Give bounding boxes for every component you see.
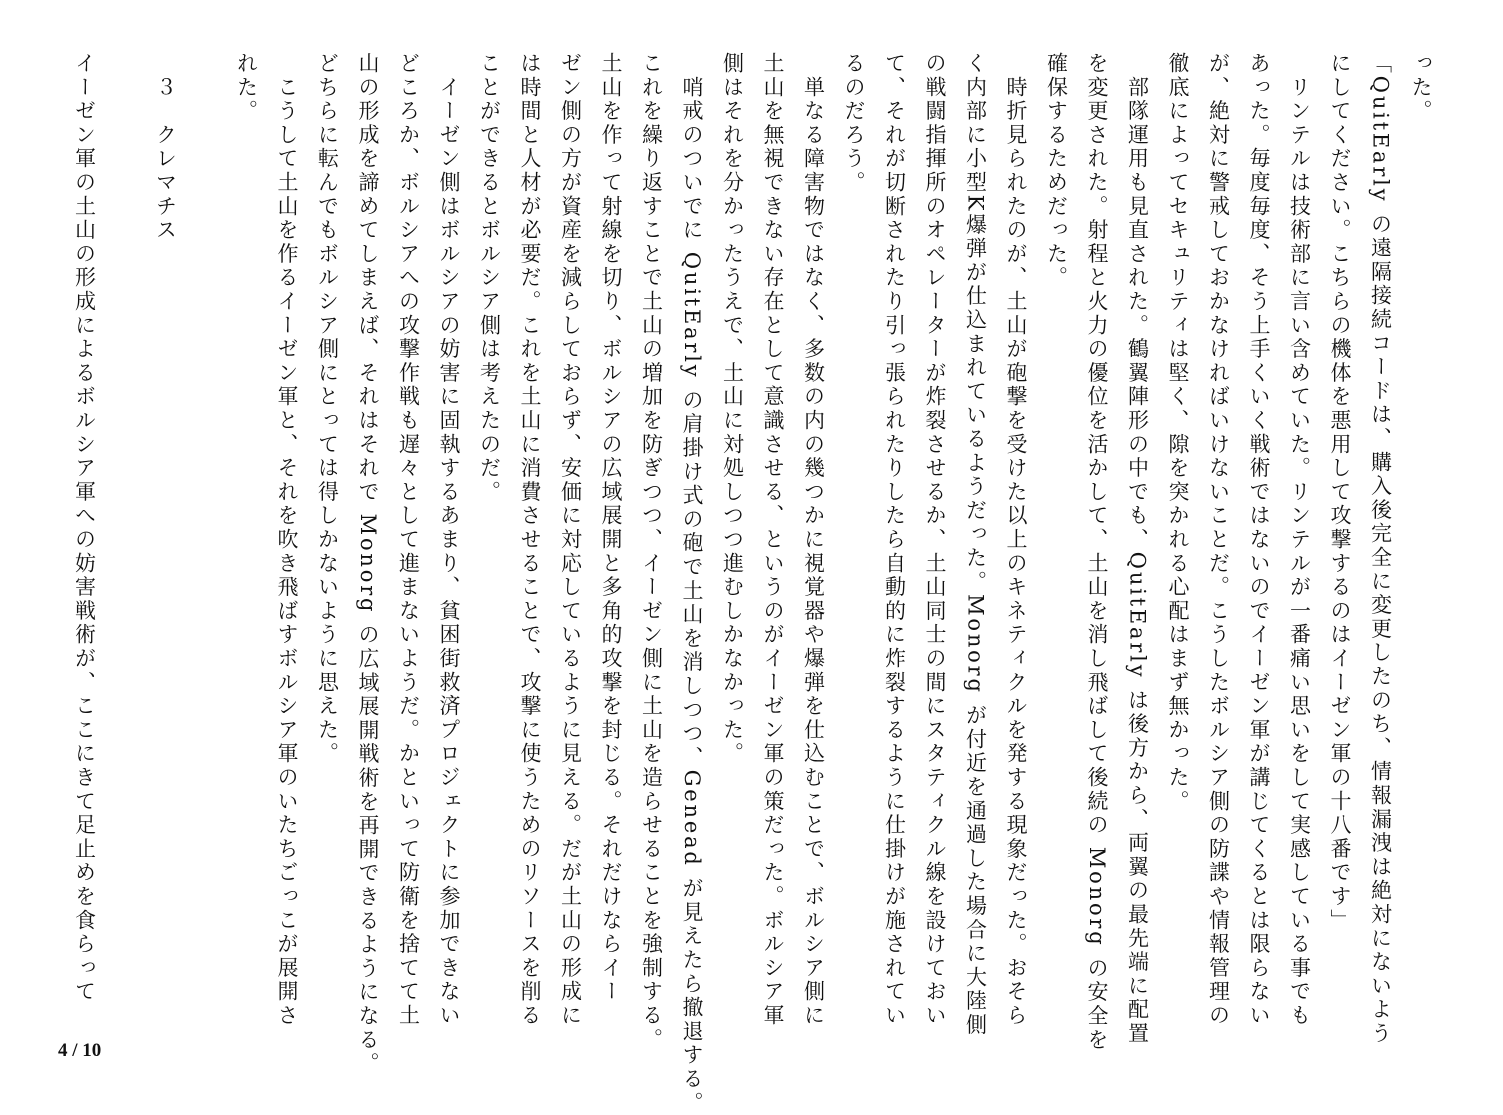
text-line: 徹底によってセキュリティは堅く、隙を突かれる心配はまず無かった。	[1166, 52, 1190, 814]
text-line: るのだろう。	[842, 52, 866, 195]
text-line: れた。	[234, 52, 259, 124]
text-line: が、絶対に警戒しておかなければいけないことだ。こうしたボルシア側の防諜や情報管理の	[1206, 52, 1231, 1028]
text-line: どちらに転んでもボルシア側にとっては得しかないように思えた。	[315, 52, 340, 766]
text-line: 時折見られたのが、土山が砲撃を受けた以上のキネティクルを発する現象だった。おそら	[1004, 52, 1028, 1028]
text-line: った。	[1409, 52, 1433, 124]
text-line: 土山を無視できない存在として意識させる、というのがイーゼン軍の策だった。ボルシア軍	[761, 52, 785, 1028]
text-line: て、それが切断されたり引っ張られたりしたら自動的に炸裂するように仕掛けが施されてい	[882, 52, 907, 1028]
text-line	[186, 52, 227, 1022]
text-line: 側はそれを分かったうえで、土山に対処しつつ進むしかなかった。	[720, 52, 745, 766]
text-line: イーゼン側はボルシアの妨害に固執するあまり、貧困街救済プロジェクトに参加できない	[437, 52, 461, 1028]
text-line: ゼン側の方が資産を減らしておらず、安価に対応しているように見える。だが土山の形成に	[558, 52, 583, 1028]
text-line: 部隊運用も見直された。鶴翼陣形の中でも、QuitEarly は後方から、両翼の最先端に配置	[1125, 52, 1150, 1046]
text-line: どころか、ボルシアへの攻撃作戦も遅々として進まないようだ。かといって防衛を捨てて土	[396, 52, 421, 1028]
text-line: にしてください。こちらの機体を悪用して攻撃するのはイーゼン軍の十八番です」	[1328, 52, 1352, 933]
text-line: リンテルは技術部に言い含めていた。リンテルが一番痛い思いをして実感している事でも	[1287, 52, 1312, 1028]
text-line: あった。毎度毎度、そう上手くいく戦術ではないのでイーゼン軍が講じてくるとは限らない	[1247, 52, 1271, 1028]
text-line: こうして土山を作るイーゼン軍と、それを吹き飛ばすボルシア軍のいたちごっこが展開さ	[275, 52, 299, 1028]
section-heading: ３ クレマチス	[153, 52, 178, 243]
text-line: 哨戒のついでに QuitEarly の肩掛け式の砲で土山を消しつつ、Genead が見えたら撤退する。	[680, 52, 704, 1115]
text-line: の戦闘指揮所のオペレーターが炸裂させるか、土山同士の間にスタティクル線を設けておい	[923, 52, 947, 1028]
text-line: を変更された。射程と火力の優位を活かして、土山を消し飛ばして後続の Monorg の安全を	[1085, 52, 1109, 1053]
text-line: は時間と人材が必要だ。これを土山に消費させることで、攻撃に使うためのリソースを削る	[518, 52, 542, 1028]
text-line: これを繰り返すことで土山の増加を防ぎつつ、イーゼン側に土山を造らせることを強制する。	[639, 52, 664, 1052]
text-line: 単なる障害物ではなく、多数の内の幾つかに視覚器や爆弾を仕込むことで、ボルシア側に	[801, 52, 826, 1028]
text-line: 土山を作って射線を切り、ボルシアの広域展開と多角的攻撃を封じる。それだけならイー	[599, 52, 623, 1004]
text-line: 「QuitEarly の遠隔接続コードは、購入後完全に変更したのち、情報漏洩は絶対にないよう	[1368, 52, 1393, 1046]
text-line: 確保するためだった。	[1044, 52, 1069, 290]
text-line: 山の形成を諦めてしまえば、それはそれで Monorg の広域展開戦術を再開できるようになる。	[356, 52, 380, 1076]
text-line: く内部に小型K爆弾が仕込まれているようだった。Monorg が付近を通過した場合に大陸側	[963, 52, 988, 1038]
text-line: イーゼン軍の土山の形成によるボルシア軍への妨害戦術が、ここにきて足止めを食らって	[72, 52, 97, 1004]
page-number: 4 / 10	[58, 1040, 102, 1061]
text-line: ことができるとボルシア側は考えたのだ。	[477, 52, 502, 505]
text-line	[105, 52, 146, 1022]
